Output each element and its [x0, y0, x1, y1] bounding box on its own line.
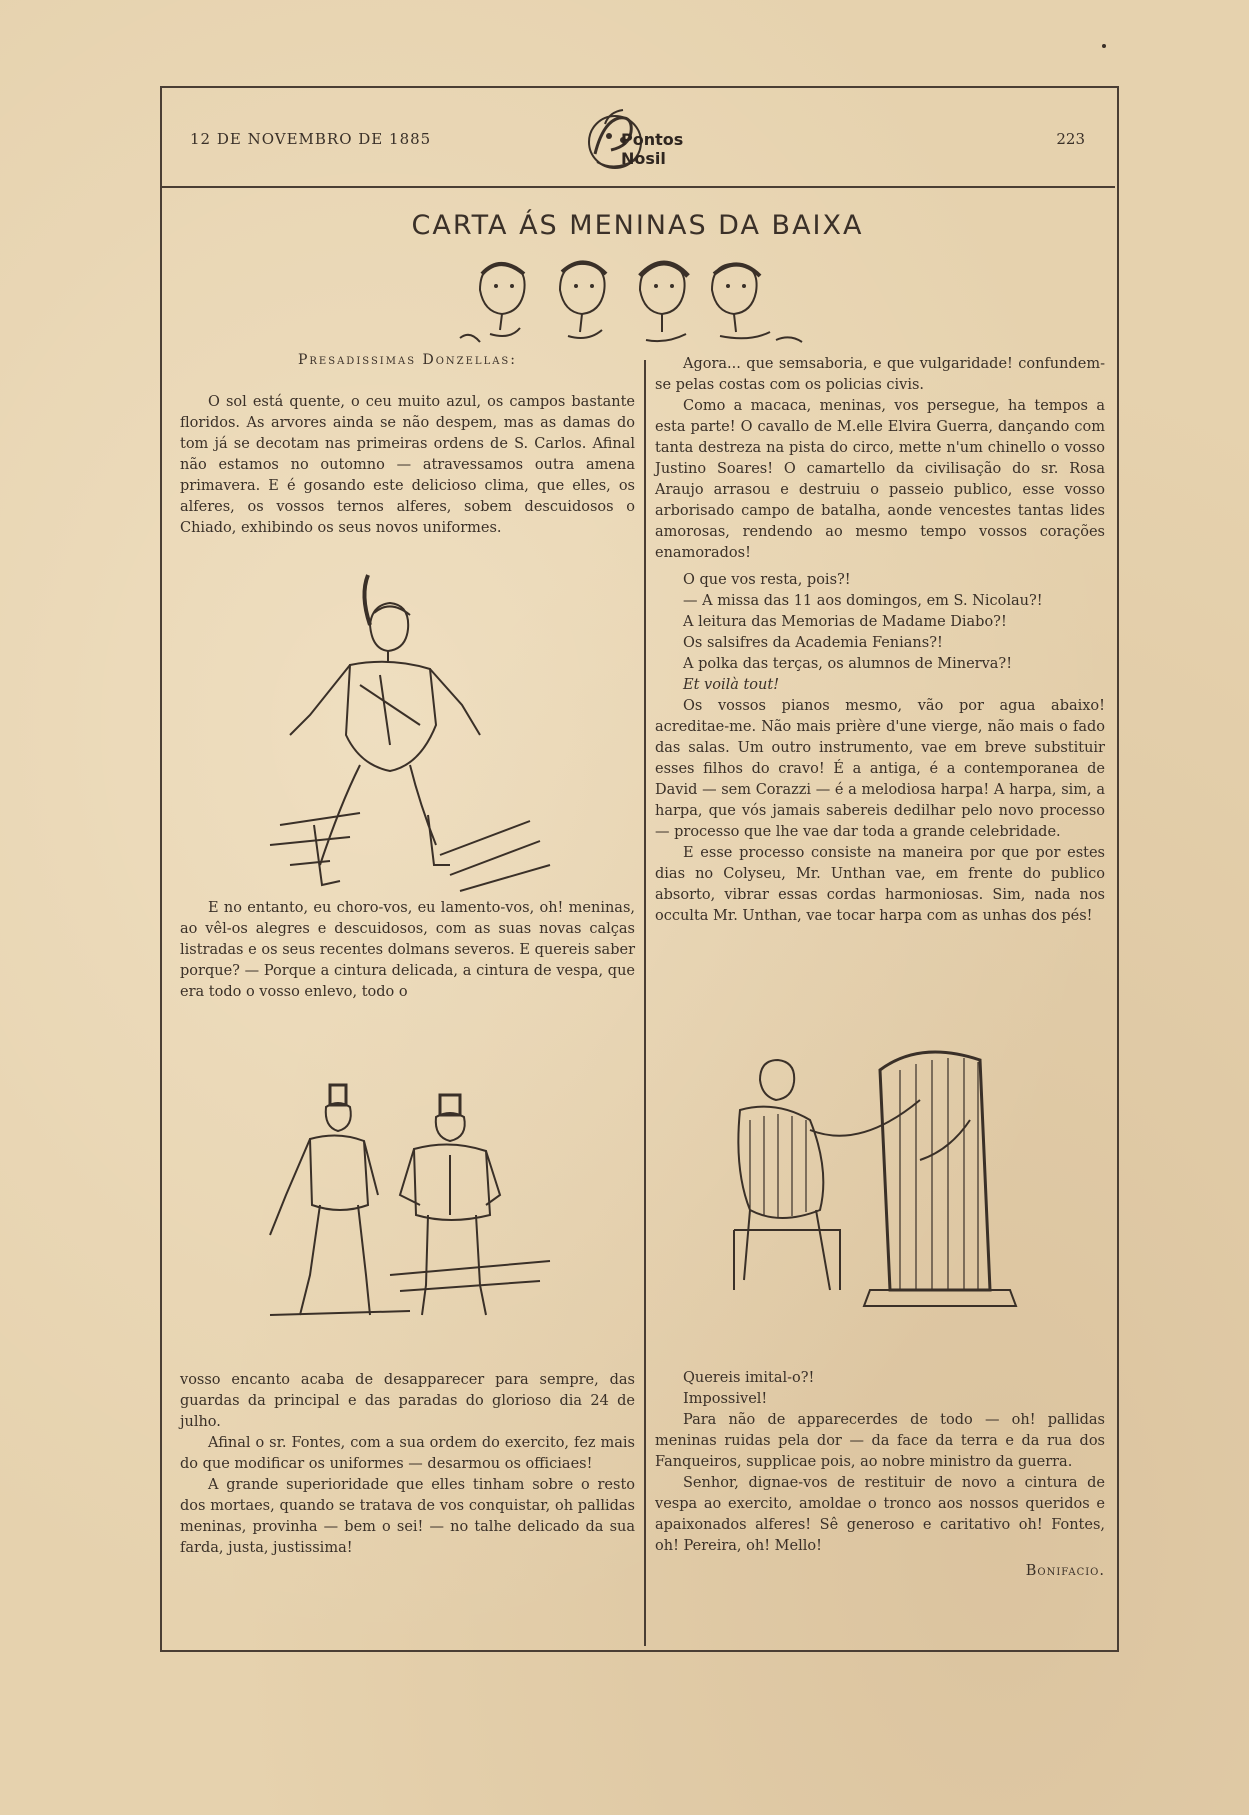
paragraph: Como a macaca, meninas, vos persegue, ha tempos a esta parte! O cavallo de M.elle Elvira Guerra, dançando com tanta destreza na pista do circo, mette n'um chinello o vosso Justino Soares! O camartello da civilisação do sr. Rosa Araujo arrasou e destruiu o passeio publico, esse vosso arborisado campo de batalha, aonde vencestes tantas lides amorosas, rendendo ao mesmo tempo vossos corações enamorados! — [655, 398, 1105, 561]
harp-player-illustration — [720, 1040, 1050, 1330]
salutation: Presadissimas Donzellas: — [297, 352, 518, 368]
paragraph: Senhor, dignae-vos de restituir de novo a cintura de vespa ao exercito, amoldae o tronco aos nossos queridos e apaixonados alferes! Sê generoso e caritativo oh! Fontes, oh! Pereira, oh! Mello! — [655, 1475, 1105, 1554]
soldier-walking-drawing — [250, 565, 570, 895]
paragraph: A polka das terças, os alumnos de Minerva?! — [683, 656, 1013, 672]
paragraph: Agora... que semsaboria, e que vulgaridade! confundem-se pelas costas com os policias civis. — [655, 356, 1105, 393]
two-officers-drawing — [250, 1075, 580, 1325]
paragraph: E esse processo consiste na maneira por que por estes dias no Colyseu, Mr. Unthan vae, em frente do publico absorto, vibrar essas cordas harmoniosas. Sim, nada nos occulta Mr. Unthan, vae tocar harpa com as unhas dos pés! — [655, 845, 1105, 924]
page-number: 223 — [1056, 130, 1085, 148]
left-column-bottom — [180, 1370, 635, 1559]
page-header — [160, 86, 1115, 188]
signature: Bonifacio. — [1025, 1563, 1105, 1579]
left-column-middle — [180, 898, 635, 1003]
two-soldiers-illustration — [250, 1075, 580, 1325]
right-column-bottom — [655, 1368, 1105, 1582]
paragraph: Et voilà tout! — [683, 677, 780, 693]
paragraph: Os vossos pianos mesmo, vão por agua abaixo! acreditae-me. Não mais prière d'une vierge, não mais o fado das salas. Um outro instrumento, vae em breve substituir esses filhos do cravo! É a antiga, é a contemporanea de David — sem Corazzi — é a melodiosa harpa! A harpa, sim, a harpa, que vós jamais sabereis dedilhar pelo novo processo — processo que lhe vae dar toda a grande celebridade. — [655, 698, 1105, 840]
paragraph: Quereis imital-o?! — [683, 1370, 815, 1386]
masthead-logo — [575, 102, 725, 174]
paragraph: Para não de apparecerdes de todo — oh! pallidas meninas ruidas pela dor — da face da terra e da rua dos Fanqueiros, supplicae pois, ao nobre ministro da guerra. — [655, 1412, 1105, 1470]
ink-speck — [1102, 44, 1106, 48]
harpist-drawing — [720, 1040, 1050, 1330]
four-heads-drawing — [450, 250, 820, 350]
paragraph: Os salsifres da Academia Fenians?! — [683, 635, 943, 651]
heads-illustration — [450, 250, 820, 350]
logo-text: Pontos Nosil — [621, 130, 684, 168]
paragraph: Impossivel! — [683, 1391, 768, 1407]
issue-date: 12 DE NOVEMBRO DE 1885 — [190, 130, 432, 148]
paragraph: O que vos resta, pois?! — [683, 572, 851, 588]
paragraph: — A missa das 11 aos domingos, em S. Nicolau?! — [683, 593, 1043, 609]
paragraph: A leitura das Memorias de Madame Diabo?! — [683, 614, 1007, 630]
article-title: CARTA ÁS MENINAS DA BAIXA — [411, 210, 864, 241]
soldier-illustration — [250, 565, 570, 895]
right-column-top — [655, 354, 1105, 927]
paragraph: E no entanto, eu choro-vos, eu lamento-vos, oh! meninas, ao vêl-os alegres e descuidosos, com as suas novas calças listradas e os seus recentes dolmans severos. E quereis saber porque? — Porque a cintura delicada, a cintura de vespa, que era todo o vosso enlevo, todo o — [180, 900, 635, 1000]
paragraph: A grande superioridade que elles tinham sobre o resto dos mortaes, quando se tratava de vos conquistar, oh pallidas meninas, provinha — bem o sei! — no talhe delicado da sua farda, justa, justissima! — [180, 1477, 635, 1556]
paragraph: Afinal o sr. Fontes, com a sua ordem do exercito, fez mais do que modificar os uniformes — desarmou os officiaes! — [180, 1435, 635, 1472]
paragraph: vosso encanto acaba de desapparecer para sempre, das guardas da principal e das paradas do glorioso dia 24 de julho. — [180, 1372, 635, 1430]
paragraph: O sol está quente, o ceu muito azul, os campos bastante floridos. As arvores ainda se não despem, mas as damas do tom já se decotam nas primeiras ordens de S. Carlos. Afinal não estamos no outomno — atravessamos outra amena primavera. E é gosando este delicioso clima, que elles, os alferes, os vossos ternos alferes, sobem descuidosos o Chiado, exhibindo os seus novos uniformes. — [180, 394, 635, 536]
column-divider — [644, 360, 646, 1646]
left-column-top — [180, 392, 635, 539]
